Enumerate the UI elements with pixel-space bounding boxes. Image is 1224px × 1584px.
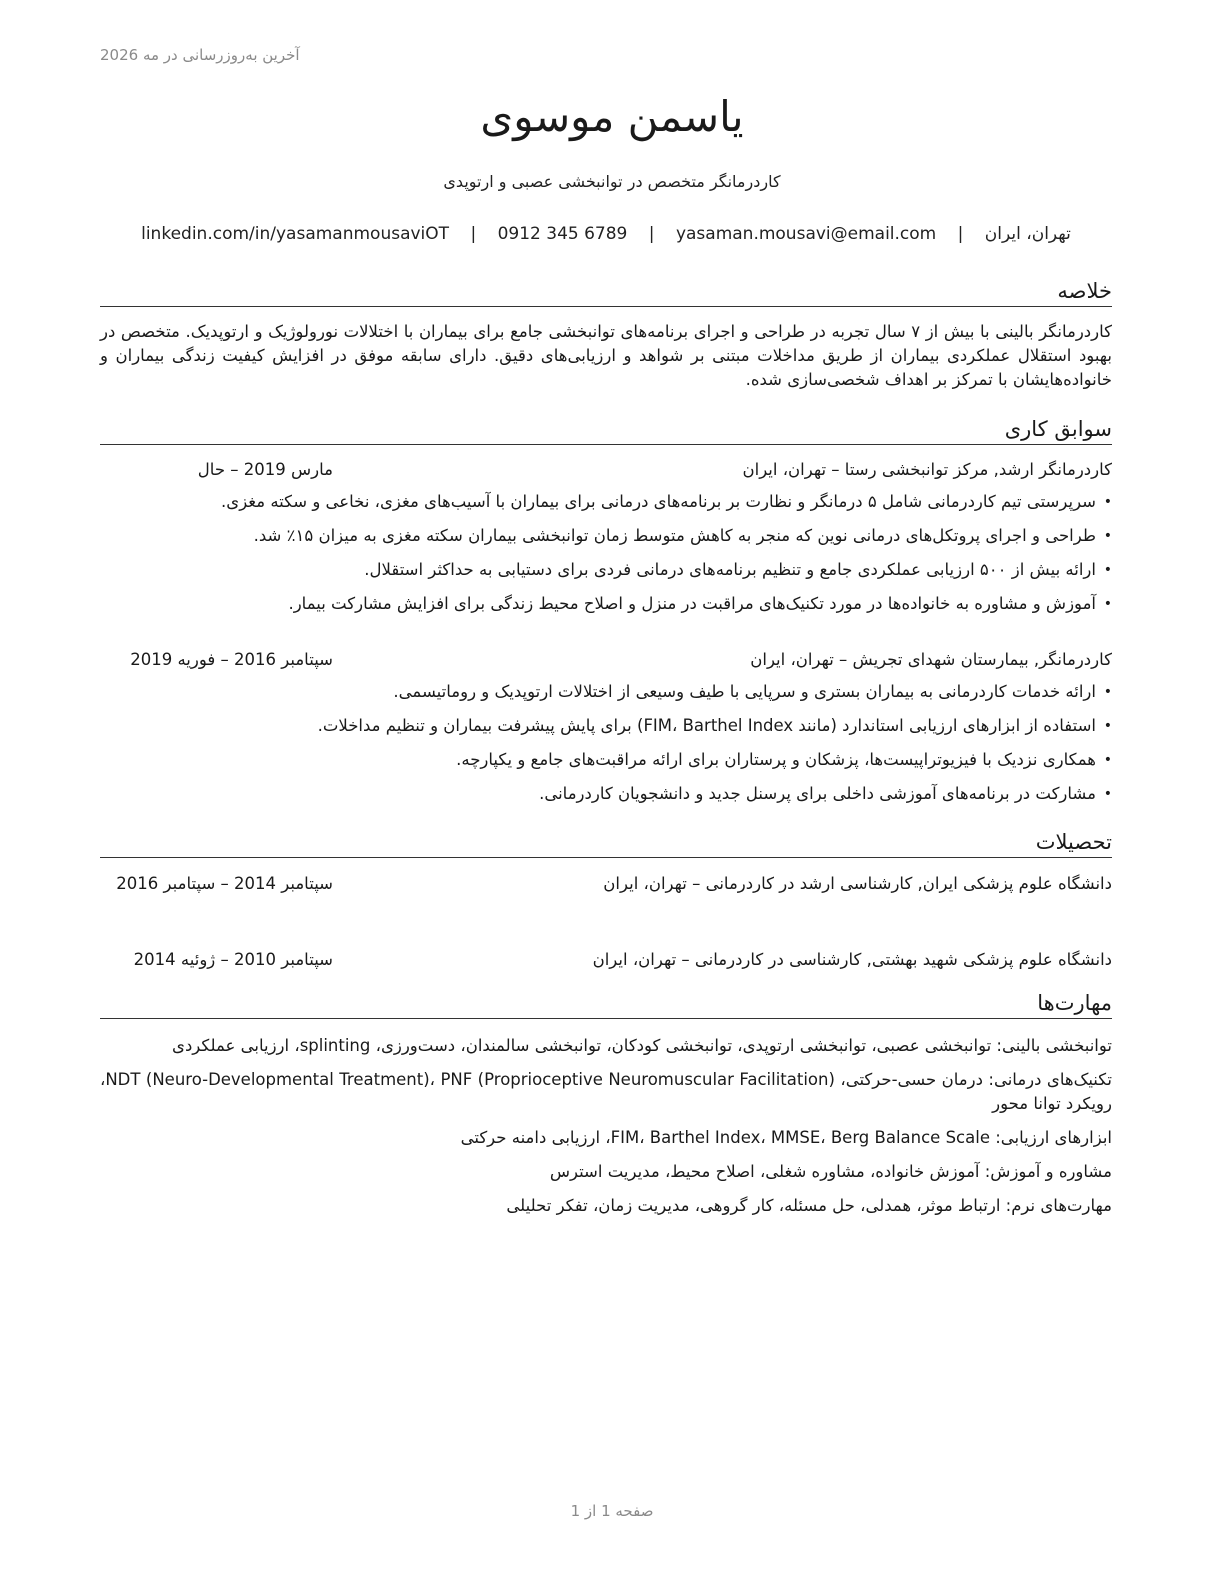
education-date: سپتامبر 2010 – ژوئیه 2014 xyxy=(133,950,333,969)
education-title: دانشگاه علوم پزشکی شهید بهشتی, کارشناسی در کاردرمانی – تهران، ایران xyxy=(592,950,1112,969)
contact-separator: | xyxy=(470,224,477,244)
section-title-experience: سوابق کاری xyxy=(100,416,1112,445)
summary-text: کاردرمانگر بالینی با بیش از ۷ سال تجربه در طراحی و اجرای برنامه‌های توانبخشی جامع برای بیماران با اختلالات نورولوژیک و ارتوپدیک. متخصص در بهبود استقلال عملکردی بیماران از طریق مداخلات مبتنی بر شواهد و ارزیابی‌های دقیق. دارای سابقه موفق در افزایش کیفیت زندگی بیماران و خانواده‌هایشان با تمرکز بر اهداف شخصی‌سازی شده. xyxy=(100,322,1112,389)
contact-separator: | xyxy=(648,224,655,244)
last-updated-text: آخرین به‌روزرسانی در مه 2026 xyxy=(100,46,300,64)
skills-row: توانبخشی بالینی: توانبخشی عصبی، توانبخشی ارتوپدی، توانبخشی کودکان، توانبخشی سالمندان، دست‌ورزی، splinting، ارزیابی عملکردی xyxy=(172,1036,1112,1055)
job-date: مارس 2019 – حال xyxy=(197,460,333,479)
contact-phone[interactable]: 0912 345 6789 xyxy=(497,224,628,244)
job-bullet: • آموزش و مشاوره به خانواده‌ها در مورد تکنیک‌های مراقبت در منزل و اصلاح محیط زندگی برای افزایش مشارکت بیمار. xyxy=(100,592,1112,626)
job-bullet: • ارائه بیش از ۵۰۰ ارزیابی عملکردی جامع و تنظیم برنامه‌های درمانی فردی برای دستیابی به حداکثر استقلال. xyxy=(100,558,1112,592)
candidate-subtitle: کاردرمانگر متخصص در توانبخشی عصبی و ارتوپدی xyxy=(443,172,781,191)
job-title: کاردرمانگر, بیمارستان شهدای تجریش – تهران، ایران xyxy=(750,650,1112,669)
contact-email[interactable]: yasaman.mousavi@email.com xyxy=(675,224,937,244)
contact-separator: | xyxy=(957,224,964,244)
page-number: صفحه 1 از 1 xyxy=(570,1502,654,1520)
contact-line xyxy=(100,224,1112,244)
section-title-summary: خلاصه xyxy=(100,278,1112,307)
job-bullet: • طراحی و اجرای پروتکل‌های درمانی نوین که منجر به کاهش متوسط زمان توانبخشی بیماران سکته مغزی به میزان ۱۵٪ شد. xyxy=(100,524,1112,558)
job-bullet-list xyxy=(100,490,1112,626)
skills-row: تکنیک‌های درمانی: درمان حسی-حرکتی، NDT (Neuro-Developmental Treatment)، PNF (Proprioceptive Neuromuscular Facilitation)، رویکرد توانا محور xyxy=(100,1070,1112,1113)
job-bullet: • سرپرستی تیم کاردرمانی شامل ۵ درمانگر و نظارت بر برنامه‌های درمانی برای بیماران با آسیب‌های مغزی، نخاعی و سکته مغزی. xyxy=(100,490,1112,524)
skills-row: ابزارهای ارزیابی: FIM، Barthel Index، MMSE، Berg Balance Scale، ارزیابی دامنه حرکتی xyxy=(460,1128,1112,1147)
skills-row: مشاوره و آموزش: آموزش خانواده، مشاوره شغلی، اصلاح محیط، مدیریت استرس xyxy=(549,1162,1112,1181)
skills-list xyxy=(100,1034,1112,1228)
contact-location: تهران، ایران xyxy=(984,224,1071,244)
job-bullet-list xyxy=(100,680,1112,816)
job-bullet: • همکاری نزدیک با فیزیوتراپیست‌ها، پزشکان و پرستاران برای ارائه مراقبت‌های جامع و یکپارچه. xyxy=(100,748,1112,782)
skills-row: مهارت‌های نرم: ارتباط موثر، همدلی، حل مسئله، کار گروهی، مدیریت زمان، تفکر تحلیلی xyxy=(506,1196,1112,1215)
contact-linkedin[interactable]: linkedin.com/in/yasamanmousaviOT xyxy=(141,224,450,244)
section-title-skills: مهارت‌ها xyxy=(100,990,1112,1019)
job-title: کاردرمانگر ارشد, مرکز توانبخشی رستا – تهران، ایران xyxy=(742,460,1112,479)
education-date: سپتامبر 2014 – سپتامبر 2016 xyxy=(116,874,333,893)
education-title: دانشگاه علوم پزشکی ایران, کارشناسی ارشد در کاردرمانی – تهران، ایران xyxy=(603,874,1112,893)
section-title-education: تحصیلات xyxy=(100,829,1112,858)
job-bullet: • استفاده از ابزارهای ارزیابی استاندارد (مانند FIM، Barthel Index) برای پایش پیشرفت بیماران و تنظیم مداخلات. xyxy=(100,714,1112,748)
job-date: سپتامبر 2016 – فوریه 2019 xyxy=(130,650,333,669)
candidate-name: یاسمن موسوی xyxy=(480,92,744,141)
job-bullet: • مشارکت در برنامه‌های آموزشی داخلی برای پرسنل جدید و دانشجویان کاردرمانی. xyxy=(100,782,1112,816)
job-bullet: • ارائه خدمات کاردرمانی به بیماران بستری و سرپایی با طیف وسیعی از اختلالات ارتوپدیک و روماتیسمی. xyxy=(100,680,1112,714)
